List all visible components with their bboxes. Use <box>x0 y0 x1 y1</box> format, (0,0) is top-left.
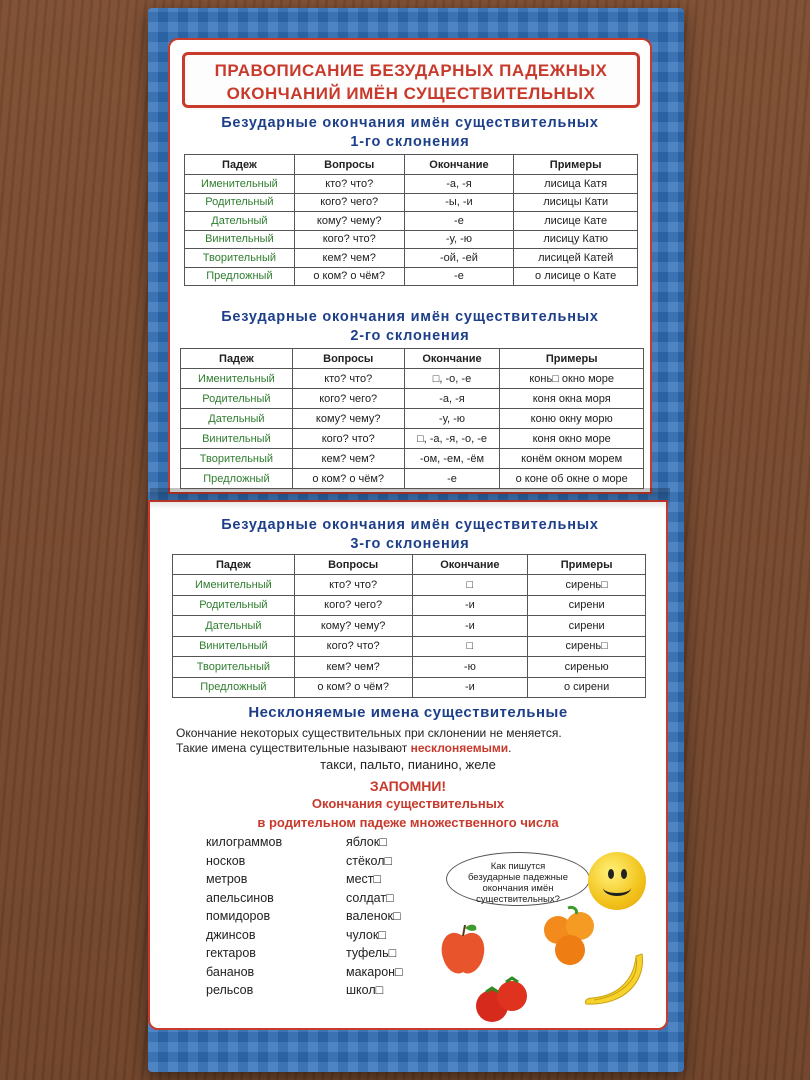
decl3-title-line2: 3-го склонения <box>350 536 470 552</box>
bubble-line1: Как пишутся <box>490 861 546 872</box>
word-item: туфель□ <box>346 946 397 960</box>
table-row <box>173 677 646 698</box>
examples-cell: коню окну морю <box>500 409 644 429</box>
word-item: рельсов <box>206 983 254 997</box>
remember-heading: ЗАПОМНИ! <box>369 778 447 794</box>
smiley-face-icon <box>588 852 646 910</box>
questions-cell: кто? что? <box>294 575 412 596</box>
table-row <box>185 267 638 286</box>
main-title <box>182 52 640 108</box>
questions-cell: кто? что? <box>292 369 404 389</box>
case-cell: Именительный <box>181 369 293 389</box>
examples-cell: сиренью <box>528 657 646 678</box>
ending-cell: -ы, -и <box>404 193 514 212</box>
indeclinable-line2-suffix: . <box>508 741 512 755</box>
ending-cell: -у, -ю <box>404 409 500 429</box>
case-cell: Творительный <box>173 657 295 678</box>
ending-cell: -е <box>404 212 514 231</box>
questions-cell: о ком? о чём? <box>292 469 404 489</box>
case-cell: Предложный <box>185 267 295 286</box>
examples-cell: конём окном морем <box>500 449 644 469</box>
table-row <box>181 409 644 429</box>
word-item: бананов <box>206 964 255 979</box>
ending-cell: -и <box>412 595 528 616</box>
case-cell: Творительный <box>185 249 295 268</box>
word-item: джинсов <box>206 927 256 942</box>
examples-cell: о сирени <box>528 677 646 698</box>
table-row <box>185 212 638 231</box>
col-header-examples: Примеры <box>528 555 646 575</box>
table-header-row <box>185 155 638 175</box>
ending-cell: -и <box>412 677 528 698</box>
case-cell: Винительный <box>173 636 295 657</box>
questions-cell: кого? чего? <box>294 595 412 616</box>
examples-cell: о лисице о Кате <box>514 267 638 286</box>
decl3-title <box>168 516 652 554</box>
ending-cell: -у, -ю <box>404 230 514 249</box>
word-item: валенок□ <box>346 909 401 923</box>
main-title-line1: ПРАВОПИСАНИЕ БЕЗУДАРНЫХ ПАДЕЖНЫХ <box>214 61 608 80</box>
decl2-table <box>180 348 644 489</box>
word-item: апельсинов <box>206 890 274 905</box>
ending-cell: -а, -я <box>404 175 514 194</box>
word-item: килограммов <box>206 835 283 849</box>
examples-cell: лисицей Катей <box>514 249 638 268</box>
col-header-examples: Примеры <box>500 349 644 369</box>
case-cell: Предложный <box>181 469 293 489</box>
table-row <box>181 369 644 389</box>
ending-cell: □ <box>412 636 528 657</box>
questions-cell: кого? чего? <box>294 193 404 212</box>
bubble-line3: окончания имён <box>482 883 554 894</box>
col-header-examples: Примеры <box>514 155 638 175</box>
questions-cell: кто? что? <box>294 175 404 194</box>
decl1-title-line2: 1-го склонения <box>350 134 470 150</box>
examples-cell: лисицы Кати <box>514 193 638 212</box>
questions-cell: кому? чему? <box>294 616 412 637</box>
case-cell: Дательный <box>173 616 295 637</box>
indeclinable-heading: Несклоняемые имена существительные <box>248 704 568 721</box>
table-row <box>173 575 646 596</box>
table-row <box>181 469 644 489</box>
case-cell: Творительный <box>181 449 293 469</box>
table-row <box>185 249 638 268</box>
questions-cell: кого? что? <box>292 429 404 449</box>
word-item: солдат□ <box>346 890 394 905</box>
decl1-title <box>168 114 652 152</box>
ending-cell: -и <box>412 616 528 637</box>
word-item: яблок□ <box>346 835 387 849</box>
table-row <box>181 429 644 449</box>
table-row <box>173 595 646 616</box>
decl1-table <box>184 154 638 286</box>
examples-cell: лисице Кате <box>514 212 638 231</box>
questions-cell: кем? чем? <box>294 657 412 678</box>
bubble-line2: безударные падежные <box>467 872 569 883</box>
table-header-row <box>181 349 644 369</box>
ending-cell: -а, -я <box>404 389 500 409</box>
case-cell: Именительный <box>173 575 295 596</box>
col-header-ending: Окончание <box>412 555 528 575</box>
indeclinable-text <box>176 726 646 756</box>
examples-cell: конь□ окно море <box>500 369 644 389</box>
table-row <box>181 449 644 469</box>
examples-cell: лисица Катя <box>514 175 638 194</box>
case-cell: Именительный <box>185 175 295 194</box>
speech-bubble <box>446 852 590 906</box>
examples-cell: сирень□ <box>528 636 646 657</box>
ending-cell: □, -а, -я, -о, -е <box>404 429 500 449</box>
word-item: стёкол□ <box>346 853 393 868</box>
word-item: мест□ <box>346 872 382 886</box>
word-item: гектаров <box>206 946 256 960</box>
ending-cell: □, -о, -е <box>404 369 500 389</box>
ending-cell: □ <box>412 575 528 596</box>
ending-cell: -ой, -ей <box>404 249 514 268</box>
col-header-case: Падеж <box>185 155 295 175</box>
examples-cell: коня окно море <box>500 429 644 449</box>
indeclinable-term: несклоняемыми <box>410 741 509 755</box>
questions-cell: кому? чему? <box>294 212 404 231</box>
case-cell: Родительный <box>173 595 295 616</box>
decl2-title-line1: Безударные окончания имён существительных <box>221 309 599 325</box>
decl1-title-line1: Безударные окончания имён существительных <box>221 115 599 131</box>
questions-cell: о ком? о чём? <box>294 677 412 698</box>
word-item: носков <box>206 853 246 868</box>
indeclinable-examples: такси, пальто, пианино, желе <box>320 757 496 772</box>
ending-cell: -е <box>404 469 500 489</box>
case-cell: Винительный <box>181 429 293 449</box>
col-header-case: Падеж <box>173 555 295 575</box>
decl2-title-line2: 2-го склонения <box>350 328 470 344</box>
indeclinable-line2 <box>176 741 646 756</box>
words-right-list <box>346 833 403 1000</box>
col-header-questions: Вопросы <box>294 555 412 575</box>
examples-cell: коня окна моря <box>500 389 644 409</box>
questions-cell: кому? чему? <box>292 409 404 429</box>
examples-cell: о коне об окне о море <box>500 469 644 489</box>
questions-cell: кого? что? <box>294 636 412 657</box>
examples-cell: сирень□ <box>528 575 646 596</box>
table-row <box>181 389 644 409</box>
questions-cell: кого? чего? <box>292 389 404 409</box>
questions-cell: о ком? о чём? <box>294 267 404 286</box>
word-item: метров <box>206 872 248 886</box>
decl3-table <box>172 554 646 698</box>
indeclinable-line1: Окончание некоторых существительных при склонении не меняется. <box>176 726 562 740</box>
table-row <box>173 636 646 657</box>
col-header-ending: Окончание <box>404 349 500 369</box>
words-left-list <box>206 833 282 1000</box>
table-row <box>185 230 638 249</box>
case-cell: Винительный <box>185 230 295 249</box>
indeclinable-line2-prefix: Такие имена существительные называют <box>176 741 411 755</box>
case-cell: Родительный <box>185 193 295 212</box>
examples-cell: лисицу Катю <box>514 230 638 249</box>
col-header-questions: Вопросы <box>292 349 404 369</box>
bubble-line4: существительных? <box>476 894 560 905</box>
case-cell: Дательный <box>185 212 295 231</box>
ending-cell: -е <box>404 267 514 286</box>
decl3-title-line1: Безударные окончания имён существительных <box>221 517 599 533</box>
case-cell: Дательный <box>181 409 293 429</box>
word-item: школ□ <box>346 983 384 997</box>
questions-cell: кем? чем? <box>292 449 404 469</box>
examples-cell: сирени <box>528 595 646 616</box>
ending-cell: -ю <box>412 657 528 678</box>
page-fold <box>150 488 670 510</box>
col-header-ending: Окончание <box>404 155 514 175</box>
word-item: макарон□ <box>346 964 403 979</box>
questions-cell: кого? что? <box>294 230 404 249</box>
table-row <box>185 175 638 194</box>
case-cell: Родительный <box>181 389 293 409</box>
word-item: помидоров <box>206 909 271 923</box>
tomatoes-icon <box>472 970 532 1028</box>
questions-cell: кем? чем? <box>294 249 404 268</box>
examples-cell: сирени <box>528 616 646 637</box>
col-header-questions: Вопросы <box>294 155 404 175</box>
remember-sub2: в родительном падеже множественного числа <box>257 815 559 830</box>
table-row <box>173 657 646 678</box>
table-row <box>173 616 646 637</box>
case-cell: Предложный <box>173 677 295 698</box>
decl2-title <box>168 308 652 346</box>
table-row <box>185 193 638 212</box>
col-header-case: Падеж <box>181 349 293 369</box>
table-header-row <box>173 555 646 575</box>
remember-sub1: Окончания существительных <box>311 796 505 811</box>
ending-cell: -ом, -ем, -ём <box>404 449 500 469</box>
word-item: чулок□ <box>346 927 386 942</box>
banana-icon <box>580 950 650 1012</box>
main-title-line2: ОКОНЧАНИЙ ИМЁН СУЩЕСТВИТЕЛЬНЫХ <box>226 84 596 103</box>
